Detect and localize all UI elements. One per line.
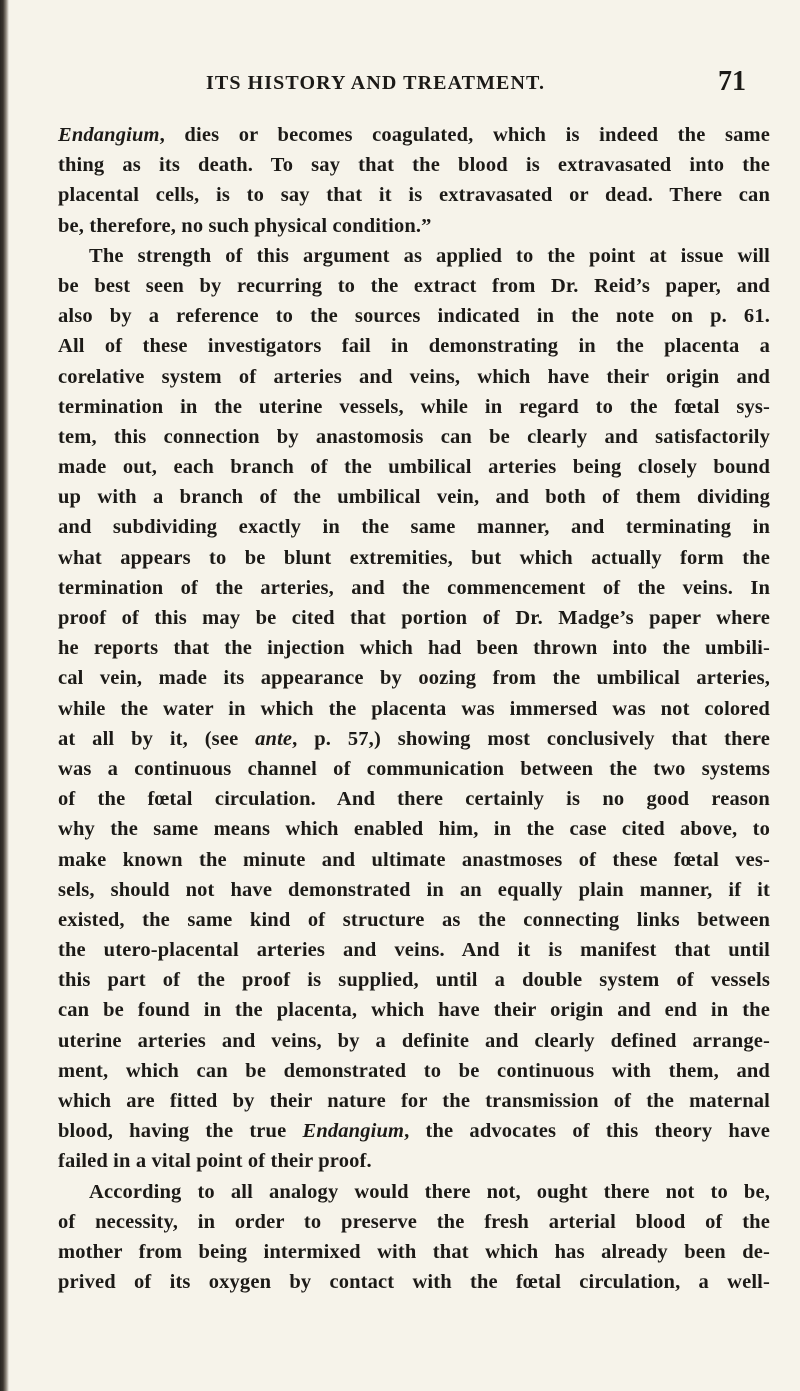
- page-binding-edge: [0, 0, 9, 1391]
- text-run: The strength of this argument as applied to the point at issue will: [89, 244, 770, 267]
- text-line: [58, 1237, 770, 1267]
- text-line: [58, 543, 770, 573]
- text-run: thing as its death. To say that the blood is extravasated into the: [58, 154, 770, 177]
- text-run: cal vein, made its appearance by oozing from the umbilical arteries,: [58, 667, 770, 690]
- italic-term: Endangium: [58, 124, 160, 146]
- page-number: 71: [718, 66, 746, 97]
- text-run: at all by it, (see: [58, 727, 256, 750]
- text-run: can be found in the placenta, which have their origin and end in the: [58, 999, 770, 1022]
- text-run: , dies or becomes coagulated, which is indeed the same: [159, 124, 770, 146]
- text-run: which are fitted by their nature for the transmission of the maternal: [58, 1090, 770, 1112]
- text-run: the utero-placental arteries and veins. And it is manifest that until: [58, 939, 770, 962]
- text-run: while the water in which the placenta was immersed was not colored: [58, 697, 770, 720]
- text-line: [58, 754, 770, 784]
- text-line: [58, 392, 770, 422]
- text-line: [58, 512, 770, 542]
- text-run: be best seen by recurring to the extract from Dr. Reid’s paper, and: [58, 274, 770, 297]
- text-line: [58, 1207, 770, 1237]
- running-title: ITS HISTORY AND TREATMENT.: [206, 72, 546, 94]
- text-run: of the fœtal circulation. And there certainly is no good reason: [58, 788, 770, 811]
- text-run: was a continuous channel of communication between the two systems: [58, 757, 770, 780]
- text-run: also by a reference to the sources indicated in the note on p. 61.: [58, 305, 770, 328]
- text-line: [58, 935, 770, 965]
- text-line: [58, 1056, 770, 1086]
- text-line: [58, 1146, 770, 1176]
- text-run: , p. 57,) showing most conclusively that there: [292, 727, 770, 750]
- text-line: [58, 845, 770, 875]
- text-run: placental cells, is to say that it is extravasated or dead. There can: [58, 184, 770, 207]
- text-line: [58, 784, 770, 814]
- body-text: [58, 120, 770, 1297]
- text-run: According to all analogy would there not, ought there not to be,: [89, 1180, 770, 1203]
- text-run: blood, having the true: [58, 1120, 303, 1143]
- text-run: ment, which can be demonstrated to be continuous with them, and: [58, 1059, 770, 1082]
- text-run: up with a branch of the umbilical vein, and both of them dividing: [58, 486, 770, 509]
- text-line: [58, 120, 770, 150]
- text-run: existed, the same kind of structure as the connecting links between: [58, 908, 770, 931]
- italic-term: Endangium: [302, 1120, 405, 1143]
- text-line: [58, 452, 770, 482]
- text-run: failed in a vital point of their proof.: [58, 1150, 372, 1173]
- text-line: [58, 301, 770, 331]
- text-run: uterine arteries and veins, by a definite and clearly defined arrange-: [58, 1029, 770, 1052]
- text-run: be, therefore, no such physical condition.”: [58, 214, 432, 237]
- text-line: [58, 573, 770, 603]
- text-run: and subdividing exactly in the same manner, and terminating in: [58, 516, 770, 539]
- text-line: [58, 1177, 770, 1207]
- text-line: [58, 1267, 770, 1297]
- running-header: [0, 66, 800, 102]
- text-line: [58, 1116, 770, 1146]
- italic-term: ante: [255, 727, 293, 750]
- text-run: prived of its oxygen by contact with the fœtal circulation, a well-: [58, 1271, 770, 1294]
- text-run: termination of the arteries, and the commencement of the veins. In: [58, 576, 770, 599]
- text-run: what appears to be blunt extremities, but which actually form the: [58, 546, 770, 569]
- text-run: proof of this may be cited that portion of Dr. Madge’s paper where: [58, 607, 770, 629]
- text-line: [58, 422, 770, 452]
- text-run: corelative system of arteries and veins, which have their origin and: [58, 365, 770, 388]
- text-line: [58, 362, 770, 392]
- text-line: [58, 965, 770, 995]
- text-run: he reports that the injection which had been thrown into the umbili-: [58, 637, 770, 660]
- text-line: [58, 663, 770, 693]
- text-line: [58, 211, 770, 241]
- text-line: [58, 633, 770, 663]
- text-line: [58, 905, 770, 935]
- text-line: [58, 875, 770, 905]
- text-line: [58, 482, 770, 512]
- text-run: mother from being intermixed with that which has already been de-: [58, 1240, 770, 1263]
- text-run: made out, each branch of the umbilical arteries being closely bound: [58, 456, 770, 479]
- text-line: [58, 814, 770, 844]
- text-line: [58, 1086, 770, 1116]
- text-line: [58, 271, 770, 301]
- text-run: this part of the proof is supplied, until a double system of vessels: [58, 969, 770, 992]
- text-line: [58, 694, 770, 724]
- text-line: [58, 241, 770, 271]
- text-line: [58, 331, 770, 361]
- text-run: of necessity, in order to preserve the fresh arterial blood of the: [58, 1210, 770, 1233]
- text-run: termination in the uterine vessels, while in regard to the fœtal sys-: [58, 395, 770, 418]
- text-line: [58, 1026, 770, 1056]
- text-line: [58, 995, 770, 1025]
- text-line: [58, 180, 770, 210]
- text-line: [58, 603, 770, 633]
- text-run: why the same means which enabled him, in the case cited above, to: [58, 818, 770, 841]
- text-run: , the advocates of this theory have: [404, 1120, 771, 1143]
- text-run: sels, should not have demonstrated in an equally plain manner, if it: [58, 878, 770, 901]
- text-line: [58, 724, 770, 754]
- text-line: [58, 150, 770, 180]
- text-run: All of these investigators fail in demonstrating in the placenta a: [58, 335, 770, 358]
- text-run: make known the minute and ultimate anastmoses of these fœtal ves-: [58, 848, 770, 871]
- text-run: tem, this connection by anastomosis can be clearly and satisfactorily: [58, 425, 770, 448]
